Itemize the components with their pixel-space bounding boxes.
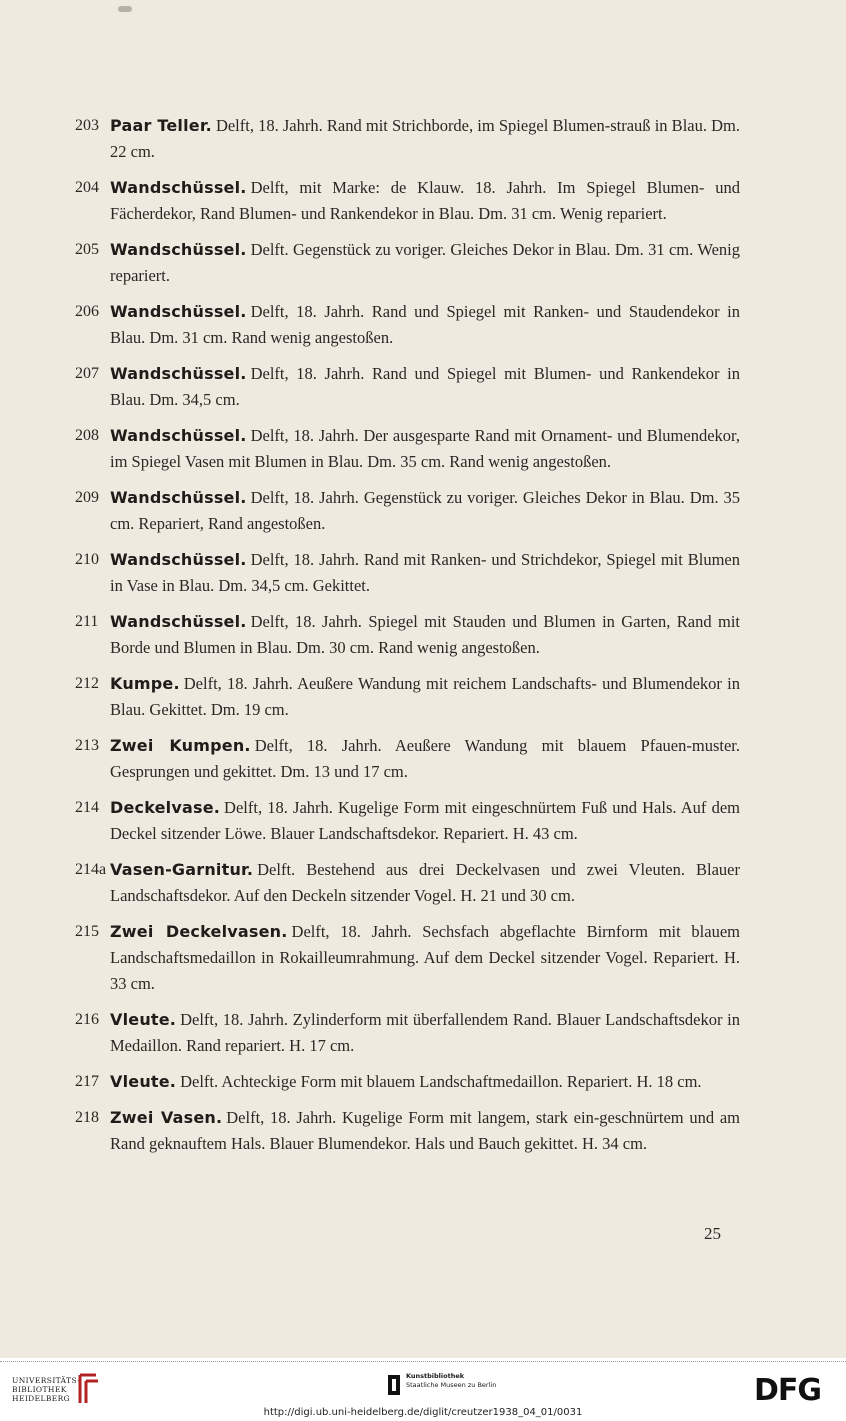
catalog-entry	[0, 1007, 846, 1059]
digitization-footer	[0, 1358, 846, 1421]
lot-number: 214a	[75, 861, 107, 878]
lot-number: 208	[75, 427, 99, 444]
lot-number: 207	[75, 365, 99, 382]
entry-description: Delft, 18. Jahrh. Spiegel mit Stauden und Blumen in Garten, Rand mit Borde und Blumen in Blau. Dm. 30 cm. Rand wenig angestoßen.	[110, 612, 740, 657]
entry-title: Vleute.	[110, 1072, 177, 1091]
entry-body	[110, 609, 740, 661]
entry-body	[110, 1069, 740, 1095]
catalog-entry	[0, 361, 846, 413]
page-number: 25	[704, 1224, 721, 1243]
catalog-entry	[0, 857, 846, 909]
entry-description: Delft, 18. Jahrh. Aeußere Wandung mit reichem Landschafts- und Blumendekor in Blau. Gekittet. Dm. 19 cm.	[110, 674, 740, 719]
entry-description: Delft, 18. Jahrh. Sechsfach abgeflachte Birnform mit blauem Landschaftsmedaillon in Rokailleumrahmung. Auf dem Deckel sitzender Vogel. Repariert. H. 33 cm.	[110, 922, 740, 993]
entry-title: Zwei Deckelvasen.	[110, 922, 288, 941]
entry-title: Deckelvase.	[110, 798, 221, 817]
entry-body	[110, 423, 740, 475]
lot-number: 215	[75, 923, 99, 940]
entry-description: Delft, 18. Jahrh. Rand mit Strichborde, im Spiegel Blumen-strauß in Blau. Dm. 22 cm.	[110, 116, 740, 161]
lot-number: 204	[75, 179, 99, 196]
entry-body	[110, 919, 740, 997]
entry-title: Wandschüssel.	[110, 488, 247, 507]
entry-body	[110, 361, 740, 413]
entry-description: Delft, 18. Jahrh. Gegenstück zu voriger. Gleiches Dekor in Blau. Dm. 35 cm. Repariert, Rand angestoßen.	[110, 488, 740, 533]
catalog-entry	[0, 547, 846, 599]
university-library-name	[12, 1376, 80, 1403]
entry-description: Delft, 18. Jahrh. Rand und Spiegel mit Ranken- und Staudendekor in Blau. Dm. 31 cm. Rand wenig angestoßen.	[110, 302, 740, 347]
entry-title: Wandschüssel.	[110, 550, 247, 569]
uni-line-1: UNIVERSITÄTS-	[12, 1376, 81, 1385]
entry-title: Zwei Vasen.	[110, 1108, 223, 1127]
entry-title: Kumpe.	[110, 674, 180, 693]
entry-body	[110, 547, 740, 599]
entry-body	[110, 857, 740, 909]
catalog-entry	[0, 1105, 846, 1157]
kunstbibliothek-label	[406, 1372, 496, 1390]
dfg-logo: DFG	[754, 1373, 822, 1408]
kunstbibliothek-logo-icon	[386, 1373, 402, 1397]
entry-body	[110, 299, 740, 351]
catalog-entry	[0, 733, 846, 785]
entry-body	[110, 1007, 740, 1059]
lot-number: 214	[75, 799, 99, 816]
entry-title: Wandschüssel.	[110, 612, 247, 631]
entry-description: Delft, 18. Jahrh. Rand mit Ranken- und Strichdekor, Spiegel mit Blumen in Vase in Blau. Dm. 34,5 cm. Gekittet.	[110, 550, 740, 595]
lot-number: 209	[75, 489, 99, 506]
catalog-entry	[0, 113, 846, 165]
catalog-list	[0, 113, 846, 1167]
source-url[interactable]: http://digi.ub.uni-heidelberg.de/diglit/creutzer1938_04_01/0031	[263, 1407, 583, 1418]
entry-title: Wandschüssel.	[110, 302, 247, 321]
entry-body	[110, 175, 740, 227]
catalog-entry	[0, 795, 846, 847]
scan-mark	[118, 6, 132, 12]
entry-title: Zwei Kumpen.	[110, 736, 251, 755]
catalog-entry	[0, 485, 846, 537]
entry-description: Delft. Achteckige Form mit blauem Landschaftmedaillon. Repariert. H. 18 cm.	[180, 1072, 702, 1091]
lot-number: 218	[75, 1109, 99, 1126]
entry-description: Delft. Bestehend aus drei Deckelvasen und zwei Vleuten. Blauer Landschaftsdekor. Auf den Deckeln sitzender Vogel. H. 21 und 30 cm.	[110, 860, 740, 905]
entry-description: Delft, mit Marke: de Klauw. 18. Jahrh. Im Spiegel Blumen- und Fächerdekor, Rand Blumen- und Rankendekor in Blau. Dm. 31 cm. Wenig repariert.	[110, 178, 740, 223]
entry-title: Wandschüssel.	[110, 364, 247, 383]
entry-body	[110, 795, 740, 847]
entry-body	[110, 1105, 740, 1157]
entry-body	[110, 113, 740, 165]
entry-title: Wandschüssel.	[110, 178, 247, 197]
entry-description: Delft, 18. Jahrh. Aeußere Wandung mit blauem Pfauen-muster. Gesprungen und gekittet. Dm. 13 und 17 cm.	[110, 736, 740, 781]
entry-title: Paar Teller.	[110, 116, 212, 135]
entry-description: Delft, 18. Jahrh. Der ausgesparte Rand mit Ornament- und Blumendekor, im Spiegel Vasen mit Blumen in Blau. Dm. 35 cm. Rand wenig angestoßen.	[110, 426, 740, 471]
catalog-entry	[0, 1069, 846, 1095]
lot-number: 217	[75, 1073, 99, 1090]
uni-line-3: HEIDELBERG	[12, 1394, 71, 1403]
entry-description: Delft, 18. Jahrh. Zylinderform mit überfallendem Rand. Blauer Landschaftsdekor in Medaillon. Rand repariert. H. 17 cm.	[110, 1010, 740, 1055]
catalog-entry	[0, 299, 846, 351]
entry-description: Delft, 18. Jahrh. Kugelige Form mit langem, stark ein-geschnürtem und am Rand geknauftem Hals. Blauer Blumendekor. Hals und Bauch gekittet. H. 34 cm.	[110, 1108, 740, 1153]
footer-divider	[0, 1361, 846, 1362]
catalog-entry	[0, 175, 846, 227]
entry-body	[110, 733, 740, 785]
entry-description: Delft. Gegenstück zu voriger. Gleiches Dekor in Blau. Dm. 31 cm. Wenig repariert.	[110, 240, 740, 285]
catalog-entry	[0, 919, 846, 997]
lot-number: 211	[75, 613, 99, 630]
catalog-entry	[0, 609, 846, 661]
catalog-entry	[0, 671, 846, 723]
lot-number: 216	[75, 1011, 99, 1028]
kunst-title: Kunstbibliothek	[406, 1372, 465, 1380]
lot-number: 206	[75, 303, 99, 320]
uni-line-2: BIBLIOTHEK	[12, 1385, 67, 1394]
entry-body	[110, 237, 740, 289]
entry-title: Wandschüssel.	[110, 426, 247, 445]
lot-number: 203	[75, 117, 99, 134]
university-logo-icon	[76, 1371, 102, 1407]
lot-number: 205	[75, 241, 99, 258]
entry-description: Delft, 18. Jahrh. Rand und Spiegel mit Blumen- und Rankendekor in Blau. Dm. 34,5 cm.	[110, 364, 740, 409]
kunst-subtitle: Staatliche Museen zu Berlin	[406, 1381, 497, 1389]
entry-title: Vleute.	[110, 1010, 177, 1029]
entry-body	[110, 671, 740, 723]
entry-body	[110, 485, 740, 537]
entry-description: Delft, 18. Jahrh. Kugelige Form mit eingeschnürtem Fuß und Hals. Auf dem Deckel sitzender Löwe. Blauer Landschaftsdekor. Repariert. H. 43 cm.	[110, 798, 740, 843]
entry-title: Vasen-Garnitur.	[110, 860, 254, 879]
catalog-entry	[0, 237, 846, 289]
catalog-entry	[0, 423, 846, 475]
lot-number: 212	[75, 675, 99, 692]
entry-title: Wandschüssel.	[110, 240, 247, 259]
lot-number: 213	[75, 737, 99, 754]
lot-number: 210	[75, 551, 99, 568]
